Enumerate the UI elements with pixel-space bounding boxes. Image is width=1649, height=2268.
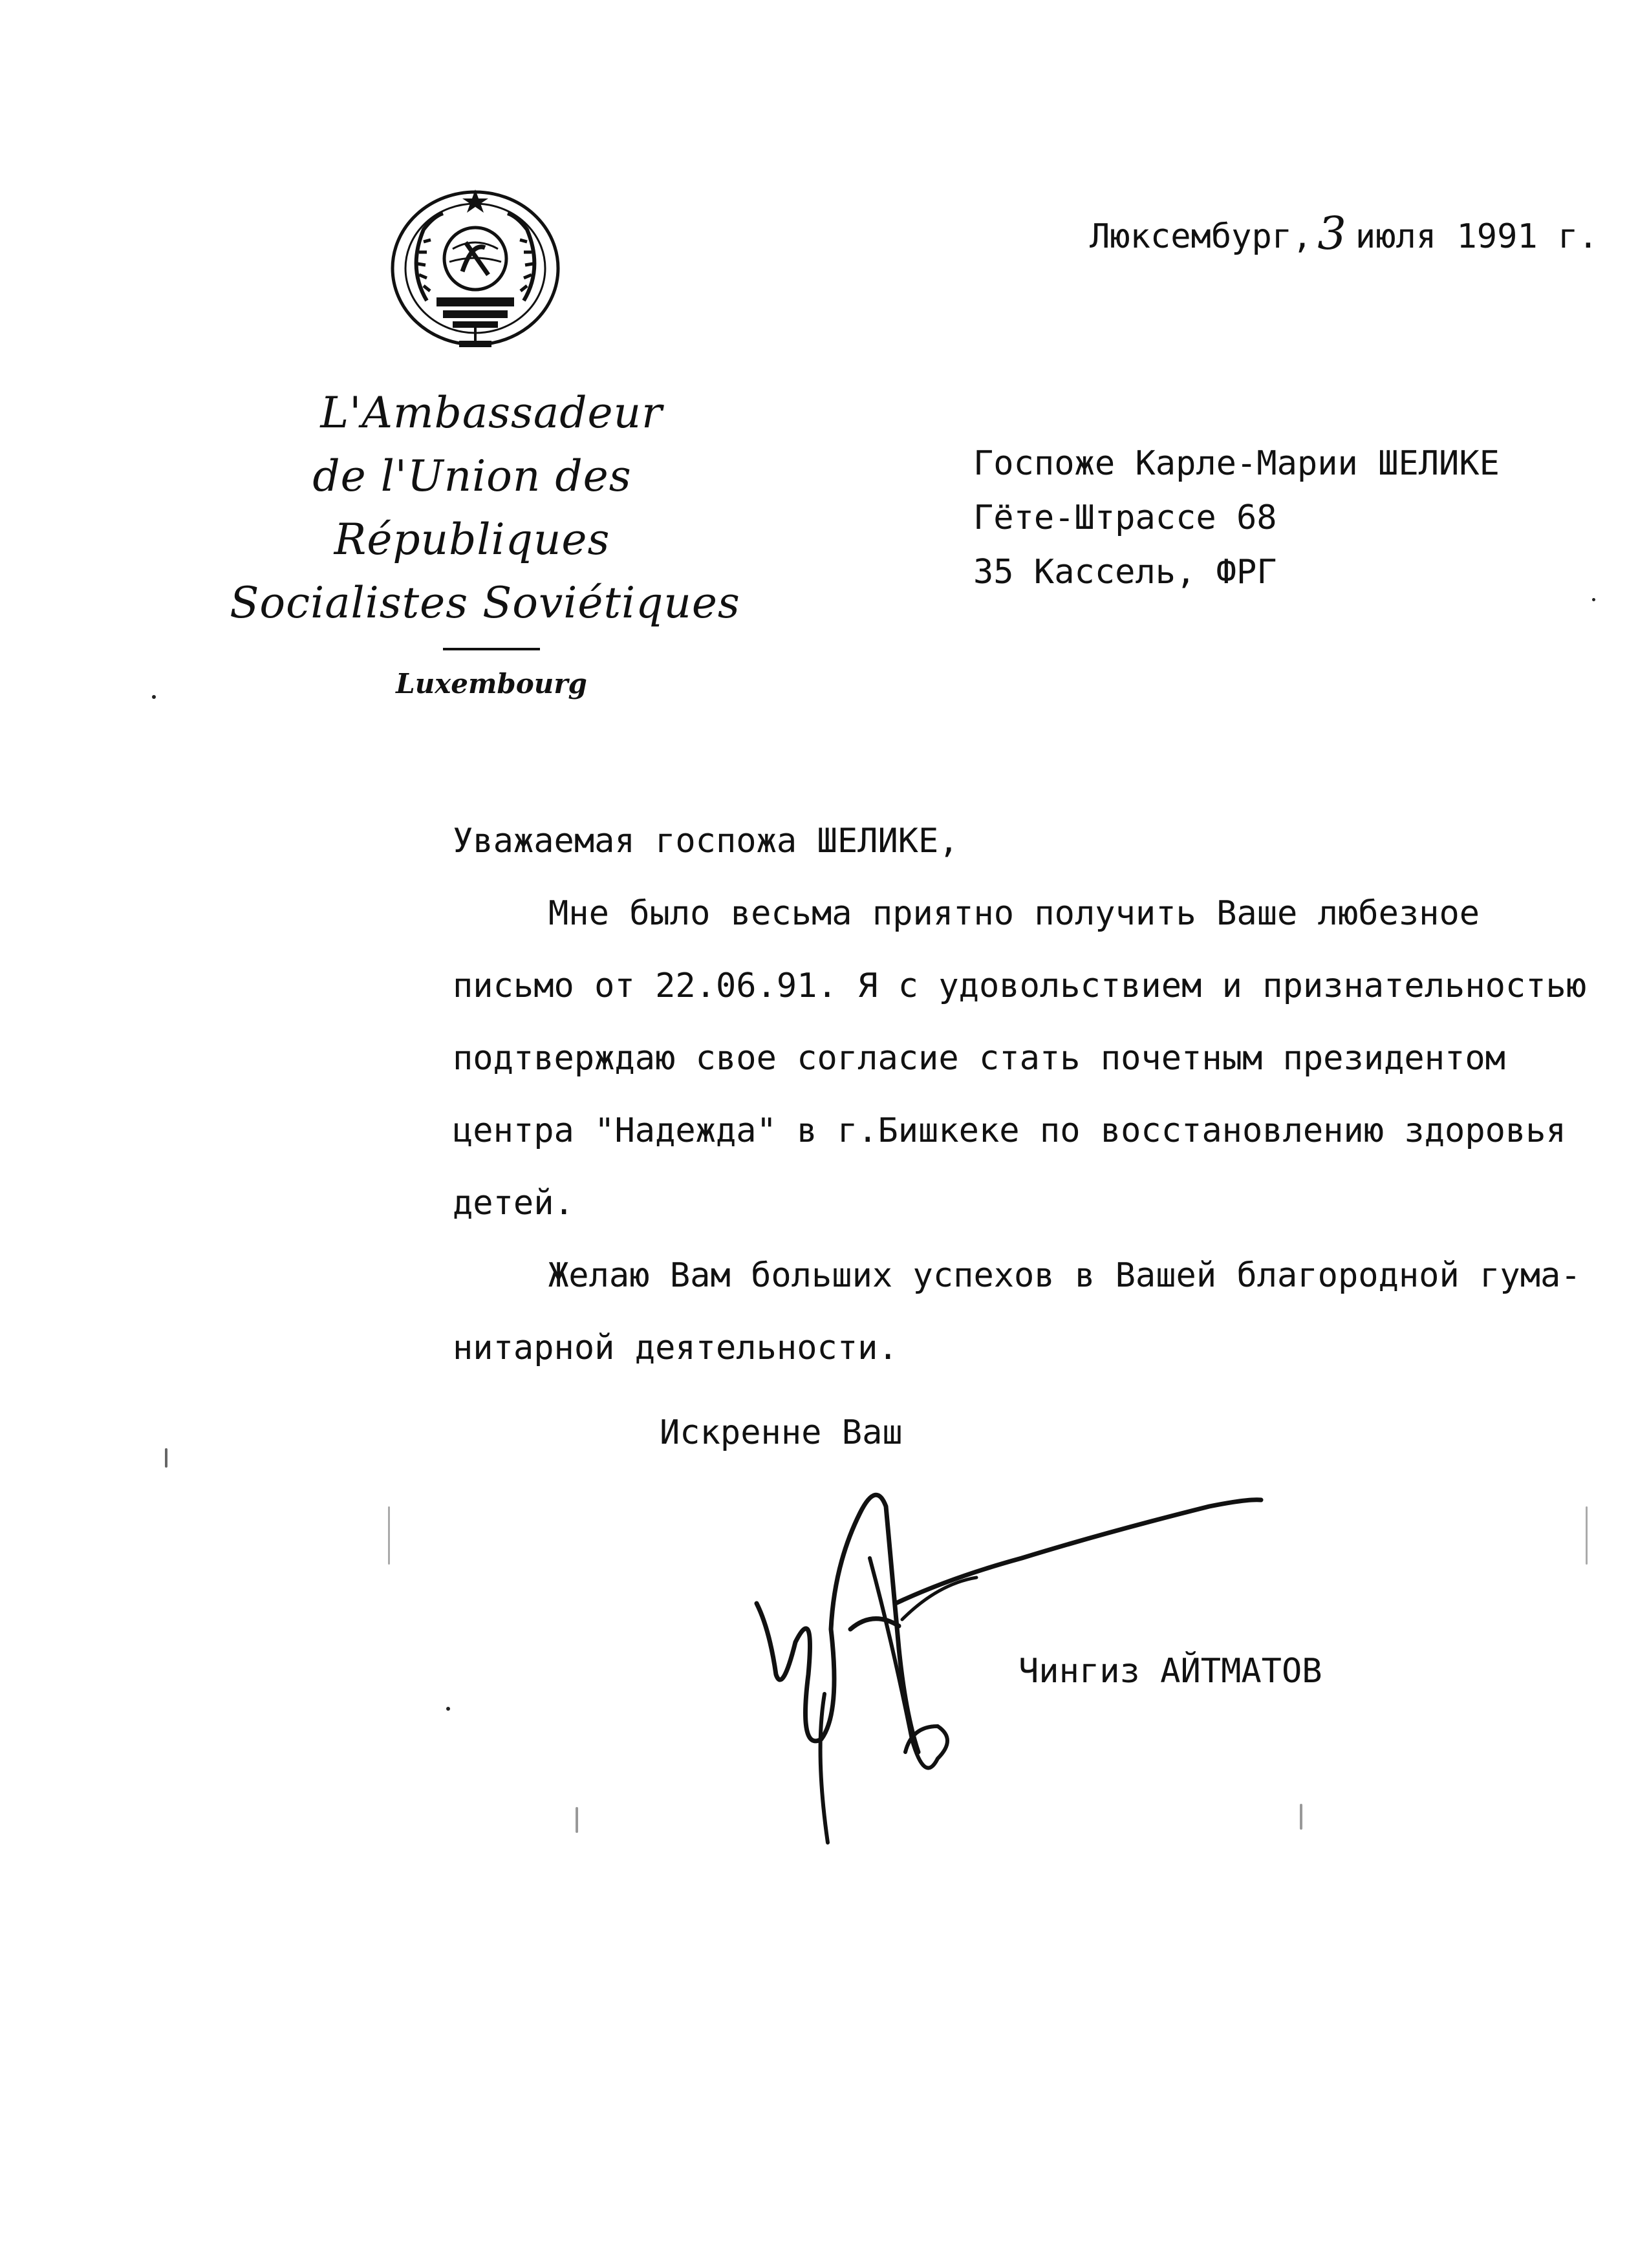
scan-mark [1300, 1804, 1302, 1830]
address-line: Гёте-Штрассе 68 [973, 498, 1277, 537]
letterhead-divider [443, 648, 540, 650]
scan-speck [152, 695, 156, 699]
scan-mark [388, 1506, 390, 1565]
body-line: Желаю Вам больших успехов в Вашей благородной гума- [548, 1256, 1581, 1295]
body-line: письмо от 22.06.91. Я с удовольствием и признательностью [453, 967, 1587, 1005]
dateline-day: 3 [1317, 207, 1346, 260]
scan-mark [576, 1807, 578, 1833]
body-line: подтверждаю свое согласие стать почетным президентом [453, 1039, 1505, 1078]
dateline-month-year: июля 1991 г. [1355, 217, 1599, 256]
dateline [1090, 206, 1599, 259]
letterhead-line: Socialistes Soviétiques [230, 578, 740, 628]
salutation: Уважаемая госпожа ШЕЛИКЕ, [453, 822, 959, 861]
ussr-coat-of-arms-icon [382, 178, 569, 352]
letterhead-city: Luxembourg [396, 668, 587, 700]
scan-speck [1592, 598, 1595, 601]
recipient-address [973, 436, 1500, 599]
body-line: центра "Надежда" в г.Бишкеке по восстановлению здоровья [453, 1111, 1566, 1150]
scan-speck [446, 1707, 450, 1711]
letterhead [168, 381, 776, 702]
signer-name: Чингиз АЙТМАТОВ [1018, 1652, 1322, 1691]
address-line: 35 Кассель, ФРГ [973, 553, 1277, 592]
scan-mark [1586, 1506, 1588, 1565]
letterhead-line: de l'Union des Républiques [312, 451, 632, 564]
dateline-place: Люксембург, [1090, 217, 1313, 256]
body-line: нитарной деятельности. [453, 1329, 898, 1367]
closing: Искренне Ваш [660, 1413, 903, 1452]
body-line: Мне было весьма приятно получить Ваше любезное [548, 894, 1480, 933]
scan-mark [165, 1448, 167, 1468]
letterhead-title: L'Ambassadeur [320, 388, 663, 438]
address-line: Госпоже Карле-Марии ШЕЛИКЕ [973, 444, 1500, 483]
body-line: детей. [453, 1184, 574, 1223]
letter-body [453, 805, 1591, 1384]
